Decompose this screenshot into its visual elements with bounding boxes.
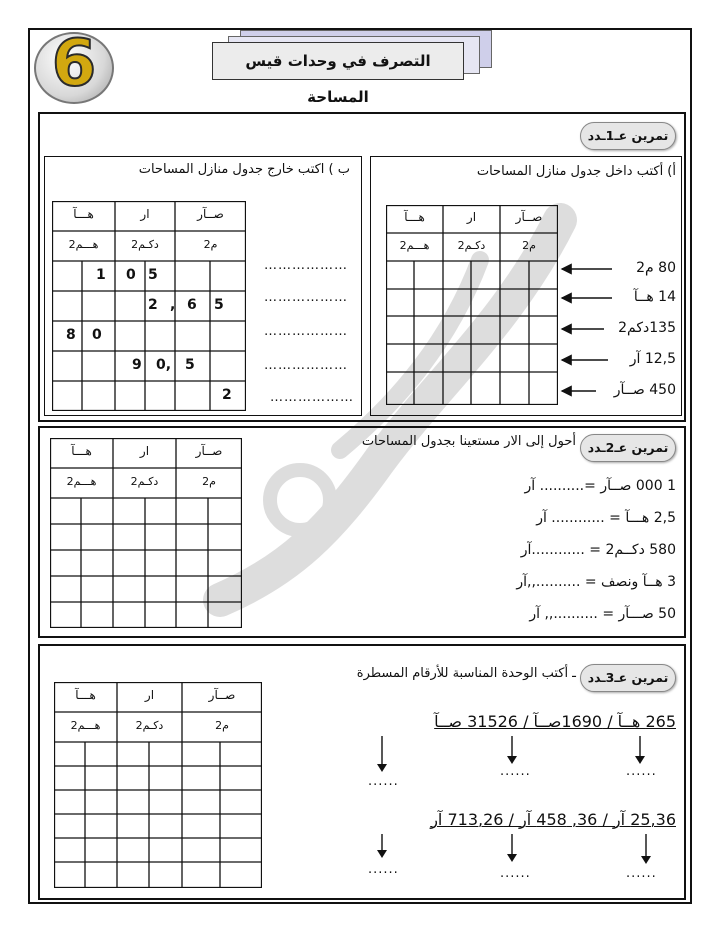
exercise-3-grid [54,682,262,888]
exercise-1a-instruction: أ) أكتب داخل جدول منازل المساحات [476,164,676,179]
exercise-1-label: تمرين عـ1ـدد [580,122,676,150]
unit-dkm2-header: دكـم2 [130,475,159,488]
grid-digit: 5 [214,297,224,313]
exercise-1a-item: 12,5 آر [629,351,676,367]
unit-ar-header: ار [140,207,150,221]
unit-hm2-header: هـــم2 [66,475,97,488]
answer-blank[interactable]: ...... [500,866,531,881]
grid-digit: 2 [222,387,232,403]
grid-digit: , [170,297,176,313]
grid-digit: 6 [187,297,197,313]
exercise-1a-item: 135دكم2 [618,320,676,336]
unit-sa-header: صــآر [197,207,224,221]
grid-digit: 0, [156,357,172,373]
unit-m2-header: م2 [203,238,218,251]
answer-blank[interactable]: ...... [626,866,657,881]
grid-digit: 9 [132,357,142,373]
exercise-2-item: 1 000 صــآر =.......... آر [524,478,676,494]
exercise-2-item: 50 صـــآر = ..........,, آر [529,606,676,622]
grid-digit: 0 [126,267,136,283]
answer-blank[interactable]: ……………… [264,258,348,273]
exercise-2-item: 3 هــآ ونصف = ..........,,آر [516,574,676,590]
exercise-3-label: تمرين عـ3ـدد [580,664,676,692]
unit-dkm2-header: دكـم2 [135,719,164,732]
grid-digit: 1 [96,267,106,283]
unit-m2-header: م2 [522,239,536,252]
answer-blank[interactable]: ...... [368,774,399,789]
exercise-1a-item: 14 هــآ [633,289,676,305]
unit-ha-header: هـــآ [404,210,425,224]
exercise-2-instruction: أحول إلى الار مستعينا بجدول المساحات [361,434,576,449]
unit-ha-header: هـــآ [73,207,94,221]
answer-blank[interactable]: ……………… [270,390,354,405]
unit-dkm2-header: دكـم2 [457,239,486,252]
exercise-1a-item: 450 صــآر [613,382,676,398]
page-title: التصرف في وحدات قيس المساحة [212,42,464,80]
answer-blank[interactable]: ...... [500,764,531,779]
grid-digit: 0 [92,327,102,343]
exercise-3-table [54,682,262,888]
grid-digit: 5 [185,357,195,373]
answer-blank[interactable]: ……………… [264,324,348,339]
unit-ha-header: هـــآ [71,444,92,458]
grid-digit: 5 [148,267,158,283]
exercise-2-grid [50,438,242,628]
exercise-3-row-1: 265 هــآ / 1690صــآ / 31526 صــآ [434,712,676,731]
unit-dkm2-header: دكـم2 [131,238,159,251]
exercise-1b-instruction: ب ) اكتب خارج جدول منازل المساحات [138,162,350,177]
unit-hm2-header: هـــم2 [399,239,430,252]
exercise-1b-table [52,201,246,411]
exercise-2-table [50,438,242,628]
unit-m2-header: م2 [215,719,229,732]
unit-ar-header: ار [466,210,477,224]
exercise-2-label: تمرين عـ2ـدد [580,434,676,462]
grid-digit: 8 [66,327,76,343]
answer-blank[interactable]: ……………… [264,358,348,373]
unit-ar-header: ار [144,688,155,702]
exercise-2-item: 580 دكــم2 = ............آر [520,542,676,558]
unit-sa-header: صــآر [515,210,543,224]
exercise-1a-grid [386,205,558,405]
answer-blank[interactable]: ...... [626,764,657,779]
unit-ar-header: ار [139,444,150,458]
unit-sa-header: صــآر [208,688,236,702]
unit-m2-header: م2 [202,475,216,488]
exercise-3-instruction: ـ أكتب الوحدة المناسبة للأرقام المسطرة [356,666,576,681]
unit-ha-header: هـــآ [75,688,96,702]
unit-hm2-header: هـــم2 [70,719,101,732]
grid-digit: 2 [148,297,158,313]
exercise-2-item: 2,5 هـــآ = ............ آر [536,510,676,526]
unit-sa-header: صــآر [195,444,223,458]
unit-hm2-header: هـــم2 [68,238,99,251]
exercise-1a-table [386,205,558,405]
exercise-3-row-2: 25,36 آر / 36, 458 آر / 713,26 آر [430,810,676,829]
lesson-number: 6 [51,27,97,101]
exercise-1a-item: 80 م2 [636,260,676,276]
answer-blank[interactable]: ……………… [264,290,348,305]
answer-blank[interactable]: ...... [368,862,399,877]
